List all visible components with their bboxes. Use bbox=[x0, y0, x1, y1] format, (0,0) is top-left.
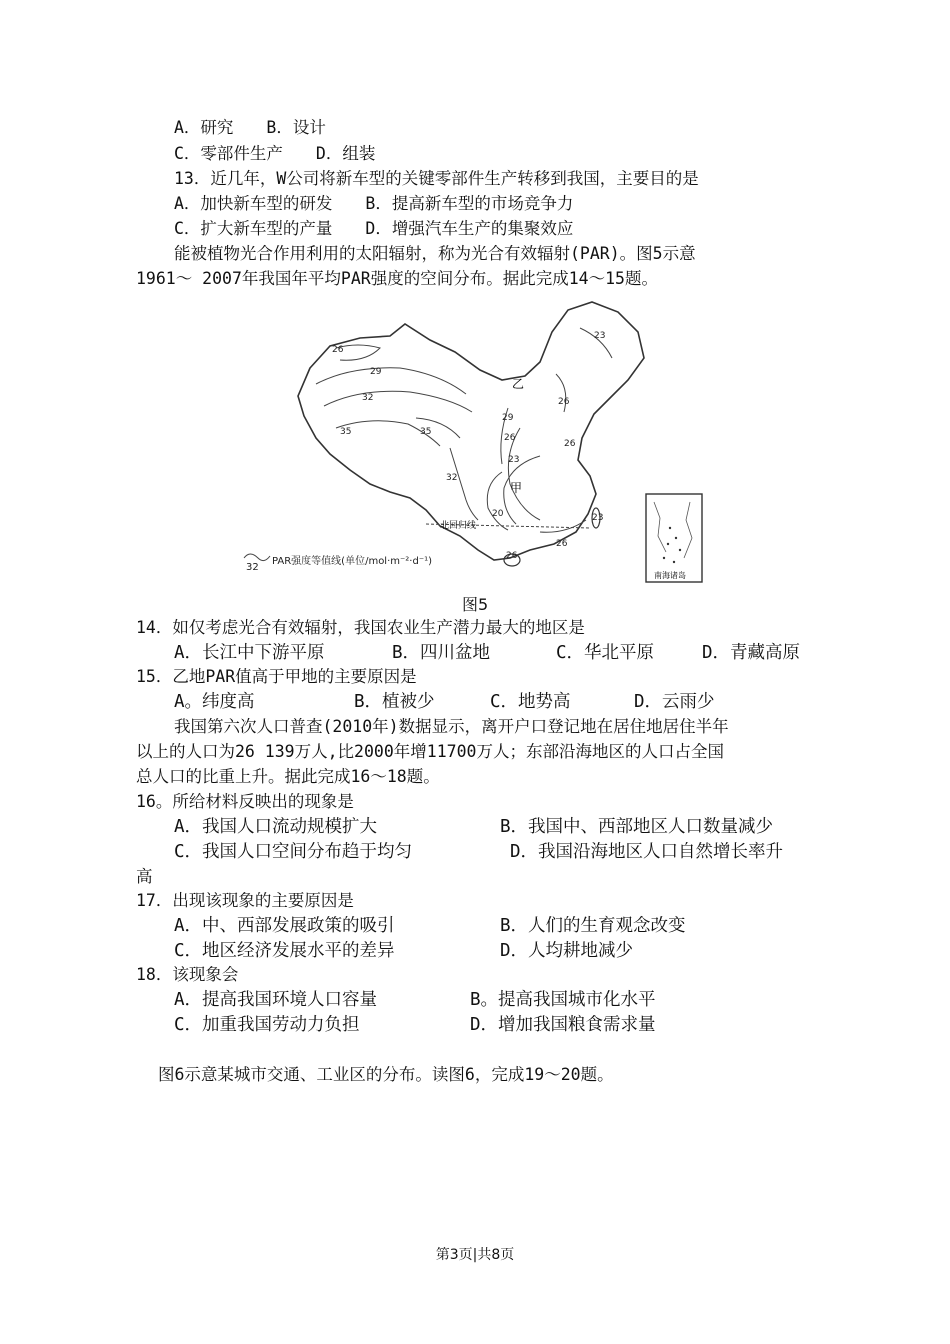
q18-stem: 18．该现象会 bbox=[136, 965, 239, 984]
iso-label-4: 35 bbox=[340, 427, 352, 437]
figure5-caption: 图5 bbox=[462, 595, 489, 614]
q15-option-d: D．云雨少 bbox=[634, 692, 715, 712]
q16-option-a: A．我国人口流动规模扩大 bbox=[174, 817, 378, 837]
q17-option-b: B．人们的生育观念改变 bbox=[500, 916, 686, 936]
iso-label-3: 32 bbox=[362, 393, 374, 403]
q16-option-c: C．我国人口空间分布趋于均匀 bbox=[174, 842, 413, 862]
q14-option-a: A．长江中下游平原 bbox=[174, 643, 325, 663]
page-footer: 第3页|共8页 bbox=[435, 1247, 515, 1263]
q12-options-row1: A．研究 B．设计 bbox=[174, 118, 326, 137]
par-map-figure bbox=[240, 288, 710, 588]
iso-label-15: 23 bbox=[592, 513, 604, 523]
iso-label-10: 20 bbox=[492, 509, 504, 519]
q15-stem: 15．乙地PAR值高于甲地的主要原因是 bbox=[136, 667, 417, 686]
q13-options-row1: A．加快新车型的研发 B．提高新车型的市场竞争力 bbox=[174, 194, 574, 213]
q15-option-a: A。纬度高 bbox=[174, 692, 255, 712]
q18-option-d: D．增加我国粮食需求量 bbox=[470, 1015, 656, 1035]
q16-stem: 16。所给材料反映出的现象是 bbox=[136, 792, 354, 811]
legend-symbol-value: 32 bbox=[246, 562, 259, 573]
iso-label-6: 32 bbox=[446, 473, 458, 483]
isoline-32-north bbox=[324, 391, 472, 412]
legend-text: PAR强度等值线(单位/mol·m⁻²·d⁻¹) bbox=[272, 556, 433, 567]
iso-label-11: 23 bbox=[594, 331, 606, 341]
q16-option-d: D．我国沿海地区人口自然增长率升 bbox=[510, 842, 784, 862]
iso-label-2: 29 bbox=[370, 367, 382, 377]
inset-label: 南海诸岛 bbox=[654, 571, 686, 580]
pop-intro-line2: 以上的人口为26 139万人,比2000年增11700万人；东部沿海地区的人口占全国 bbox=[136, 742, 724, 761]
q17-option-c: C．地区经济发展水平的差异 bbox=[174, 941, 395, 961]
q18-option-b: B。提高我国城市化水平 bbox=[470, 990, 656, 1010]
q14-stem: 14．如仅考虑光合有效辐射，我国农业生产潜力最大的地区是 bbox=[136, 618, 585, 637]
iso-label-1: 26 bbox=[332, 345, 344, 355]
q15-option-b: B．植被少 bbox=[354, 692, 435, 712]
iso-label-9: 23 bbox=[508, 455, 520, 465]
q15-option-c: C．地势高 bbox=[490, 692, 571, 712]
par-intro-line2: 1961～ 2007年我国年平均PAR强度的空间分布。据此完成14～15题。 bbox=[136, 269, 658, 288]
iso-label-14: 26 bbox=[556, 539, 568, 549]
q18-option-c: C．加重我国劳动力负担 bbox=[174, 1015, 360, 1035]
q14-option-c: C．华北平原 bbox=[556, 643, 655, 663]
q12-options-row2: C．零部件生产 D．组装 bbox=[174, 144, 376, 163]
pop-intro-line1: 我国第六次人口普查(2010年)数据显示，离开户口登记地在居住地居住半年 bbox=[174, 717, 729, 736]
pop-intro-line3: 总人口的比重上升。据此完成16～18题。 bbox=[136, 767, 440, 786]
legend-isoline-symbol bbox=[244, 554, 270, 561]
iso-label-7: 29 bbox=[502, 413, 514, 423]
q18-option-a: A．提高我国环境人口容量 bbox=[174, 990, 378, 1010]
q14-option-d: D．青藏高原 bbox=[702, 643, 801, 663]
place-jia: 甲 bbox=[510, 481, 523, 495]
q14-option-b: B．四川盆地 bbox=[392, 643, 491, 663]
iso-label-5: 35 bbox=[420, 427, 432, 437]
iso-label-13: 26 bbox=[564, 439, 576, 449]
isoline-29 bbox=[316, 368, 466, 394]
iso-label-16: 26 bbox=[506, 551, 518, 561]
q16-option-b: B．我国中、西部地区人口数量减少 bbox=[500, 817, 774, 837]
tropic-label: 北回归线 bbox=[440, 521, 477, 531]
q17-stem: 17．出现该现象的主要原因是 bbox=[136, 891, 354, 910]
q13-stem: 13．近几年，W公司将新车型的关键零部件生产转移到我国，主要目的是 bbox=[174, 169, 699, 188]
q17-option-a: A．中、西部发展政策的吸引 bbox=[174, 916, 395, 936]
fig6-intro: 图6示意某城市交通、工业区的分布。读图6，完成19～20题。 bbox=[158, 1065, 614, 1084]
q17-option-d: D．人均耕地减少 bbox=[500, 941, 634, 961]
inset-box bbox=[646, 494, 702, 582]
isoline-32-south bbox=[450, 448, 478, 520]
iso-label-8: 26 bbox=[504, 433, 516, 443]
isoline-20 bbox=[487, 472, 508, 530]
q16-option-d-cont: 高 bbox=[136, 867, 153, 886]
iso-label-12: 26 bbox=[558, 397, 570, 407]
par-intro-line1: 能被植物光合作用利用的太阳辐射，称为光合有效辐射(PAR)。图5示意 bbox=[174, 244, 696, 263]
q13-options-row2: C．扩大新车型的产量 D．增强汽车生产的集聚效应 bbox=[174, 219, 574, 238]
place-yi: 乙 bbox=[512, 377, 525, 391]
